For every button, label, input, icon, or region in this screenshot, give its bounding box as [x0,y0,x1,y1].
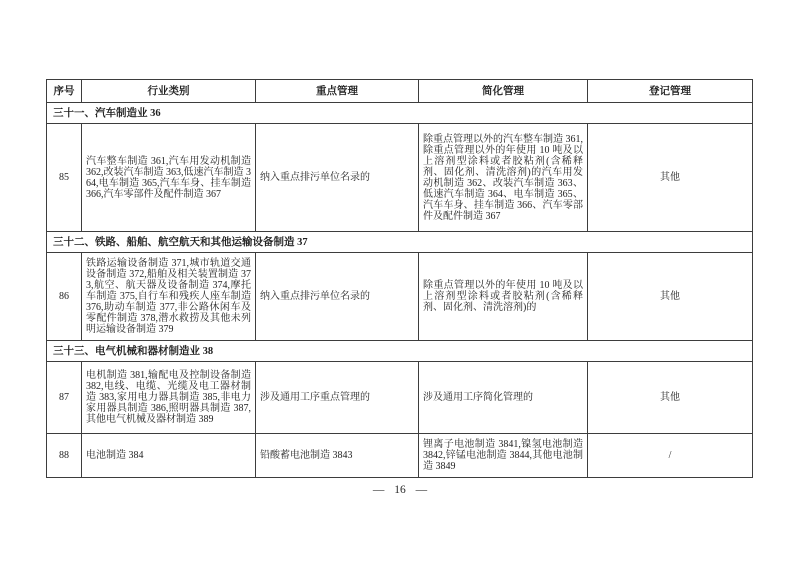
simplified-management-cell: 除重点管理以外的汽车整车制造 361,除重点管理以外的年使用 10 吨及以上溶剂型涂料或者胶粘剂(含稀释剂、固化剂、清洗溶剂)的汽车用发动机制造 362、改装汽车制造 363、低速汽车制造 364、电车制造 365、汽车车身、挂车制造 366、汽车零部件及配件制造 367 [419,124,588,232]
simplified-management-cell: 涉及通用工序简化管理的 [419,362,588,434]
serial-cell: 86 [47,253,82,341]
header-serial: 序号 [47,80,82,103]
simplified-management-cell: 除重点管理以外的年使用 10 吨及以上溶剂型涂料或者胶粘剂(含稀释剂、固化剂、清洗溶剂)的 [419,253,588,341]
serial-cell: 88 [47,434,82,478]
page-number: — 16 — [372,484,428,496]
section-row-32 [47,232,753,253]
section-title: 三十一、汽车制造业 36 [47,103,753,124]
header-simplified-management: 简化管理 [419,80,588,103]
registration-cell: 其他 [588,253,753,341]
registration-cell: 其他 [588,362,753,434]
simplified-management-cell: 锂离子电池制造 3841,镍氢电池制造 3842,锌锰电池制造 3844,其他电池制造 3849 [419,434,588,478]
table-row [47,253,753,341]
serial-cell: 87 [47,362,82,434]
table-row [47,124,753,232]
industry-classification-table [46,79,753,478]
section-title: 三十二、铁路、船舶、航空航天和其他运输设备制造 37 [47,232,753,253]
table-header-row [47,80,753,103]
table-row [47,362,753,434]
industry-cell: 汽车整车制造 361,汽车用发动机制造 362,改装汽车制造 363,低速汽车制造 364,电车制造 365,汽车车身、挂车制造 366,汽车零部件及配件制造 367 [82,124,256,232]
industry-cell: 铁路运输设备制造 371,城市轨道交通设备制造 372,船舶及相关装置制造 373,航空、航天器及设备制造 374,摩托车制造 375,自行车和残疾人座车制造 376,助动车制造 377,非公路休闲车及零配件制造 378,潜水救捞及其他未列明运输设备制造 379 [82,253,256,341]
key-management-cell: 纳入重点排污单位名录的 [256,124,419,232]
registration-cell: / [588,434,753,478]
key-management-cell: 铅酸蓄电池制造 3843 [256,434,419,478]
key-management-cell: 纳入重点排污单位名录的 [256,253,419,341]
section-row-31 [47,103,753,124]
header-industry-category: 行业类别 [82,80,256,103]
header-key-management: 重点管理 [256,80,419,103]
industry-cell: 电机制造 381,输配电及控制设备制造 382,电线、电缆、光缆及电工器材制造 383,家用电力器具制造 385,非电力家用器具制造 386,照明器具制造 387,其他电气机械及器材制造 389 [82,362,256,434]
key-management-cell: 涉及通用工序重点管理的 [256,362,419,434]
table-row [47,434,753,478]
header-registration-management: 登记管理 [588,80,753,103]
serial-cell: 85 [47,124,82,232]
industry-cell: 电池制造 384 [82,434,256,478]
section-row-33 [47,341,753,362]
section-title: 三十三、电气机械和器材制造业 38 [47,341,753,362]
registration-cell: 其他 [588,124,753,232]
